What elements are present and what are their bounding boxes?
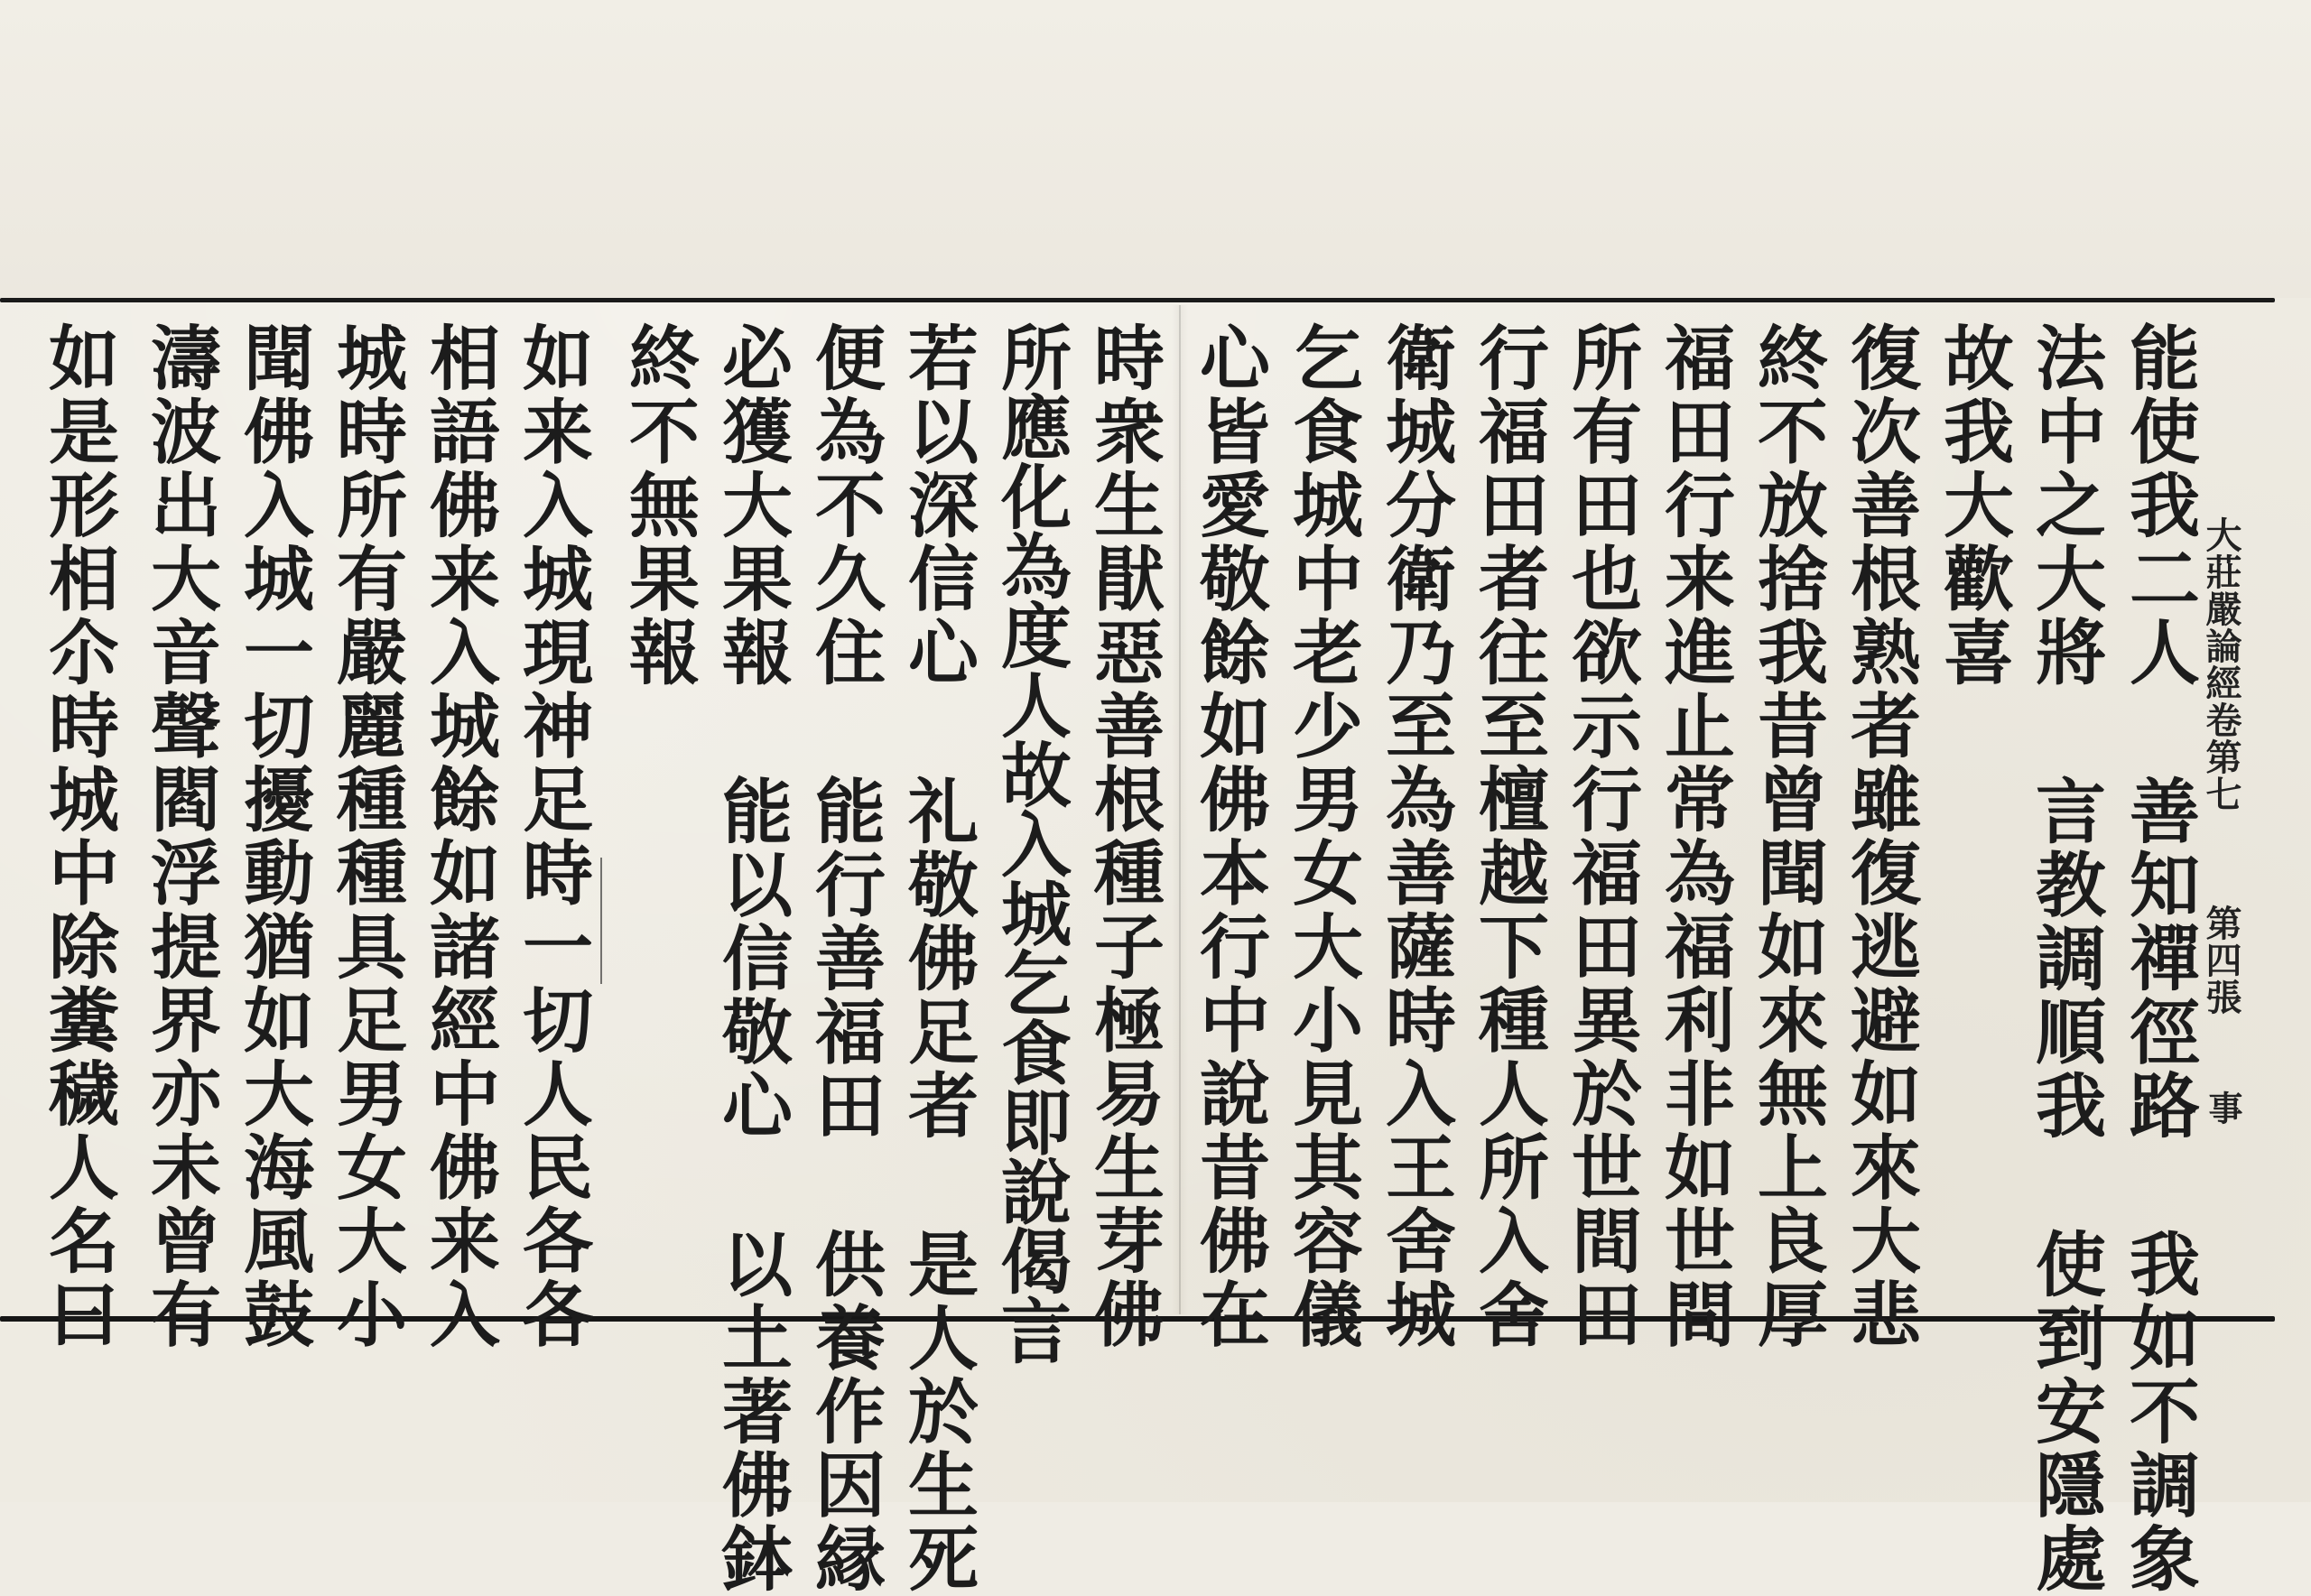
text-column-13: 所應化為度人故入城乞食即說偈言 — [989, 321, 1072, 1364]
text-column-10: 乞食城中老少男女大小見其容儀 — [1281, 321, 1363, 1351]
text-column-12: 時衆生猒惡善根種子極易生芽佛 — [1082, 321, 1165, 1351]
text-column-23: 如是形相尒時城中除糞穢人名曰 — [37, 321, 119, 1351]
text-column-9: 衛城分衛乃至為善薩時入王舍城 — [1374, 321, 1456, 1351]
margin-mark: 事 — [2203, 1090, 2243, 1125]
page-number-label: 第四張 — [2200, 905, 2242, 1016]
text-column-8: 行福田者往至檀越下種人所入舍 — [1467, 321, 1549, 1351]
upper-margin — [0, 0, 2311, 298]
text-column-5: 終不放捨我昔曾聞如來無上良厚 — [1746, 321, 1828, 1351]
text-column-15: 便為不久住 能行善福田 供養作因縁 — [803, 321, 886, 1596]
page-fold-line — [1179, 305, 1181, 1314]
text-column-22: 濤波出大音聲閻浮提界亦未曾有 — [139, 321, 221, 1351]
text-column-11: 心皆愛敬餘如佛本行中說昔佛在 — [1188, 321, 1270, 1351]
text-column-6: 福田行来進止常為福利非如世間 — [1653, 321, 1735, 1351]
top-border-line — [0, 298, 2275, 302]
text-column-7: 所有田也欲示行福田異於世間田 — [1560, 321, 1642, 1351]
text-column-16: 必獲大果報 能以信敬心 以土著佛鉢 — [710, 321, 793, 1596]
text-column-20: 城時所有嚴麗種種具足男女大小 — [325, 321, 407, 1351]
text-column-14: 若以深信心 礼敬佛足者 是人於生死 — [896, 321, 979, 1596]
sutra-title: 大莊嚴論經卷第七 — [2200, 516, 2242, 812]
text-column-21: 聞佛入城一切擾動猶如大海風鼓 — [232, 321, 314, 1351]
text-column-2: 法中之大將 言教調順我 使到安隱處 — [2024, 321, 2106, 1596]
text-column-1: 能使我二人 善知禪徑路 我如不調象 — [2118, 321, 2200, 1596]
text-column-17: 終不無果報 — [617, 321, 700, 690]
text-column-4: 復次善根熟者雖復逃避如來大悲 — [1839, 321, 1921, 1351]
text-column-3: 故我大歡喜 — [1932, 321, 2014, 690]
text-column-19: 相語佛来入城餘如諸經中佛来入 — [418, 321, 500, 1351]
ink-stroke-mark — [600, 858, 602, 984]
text-column-18: 如来入城現神足時一切人民各各 — [511, 321, 593, 1351]
